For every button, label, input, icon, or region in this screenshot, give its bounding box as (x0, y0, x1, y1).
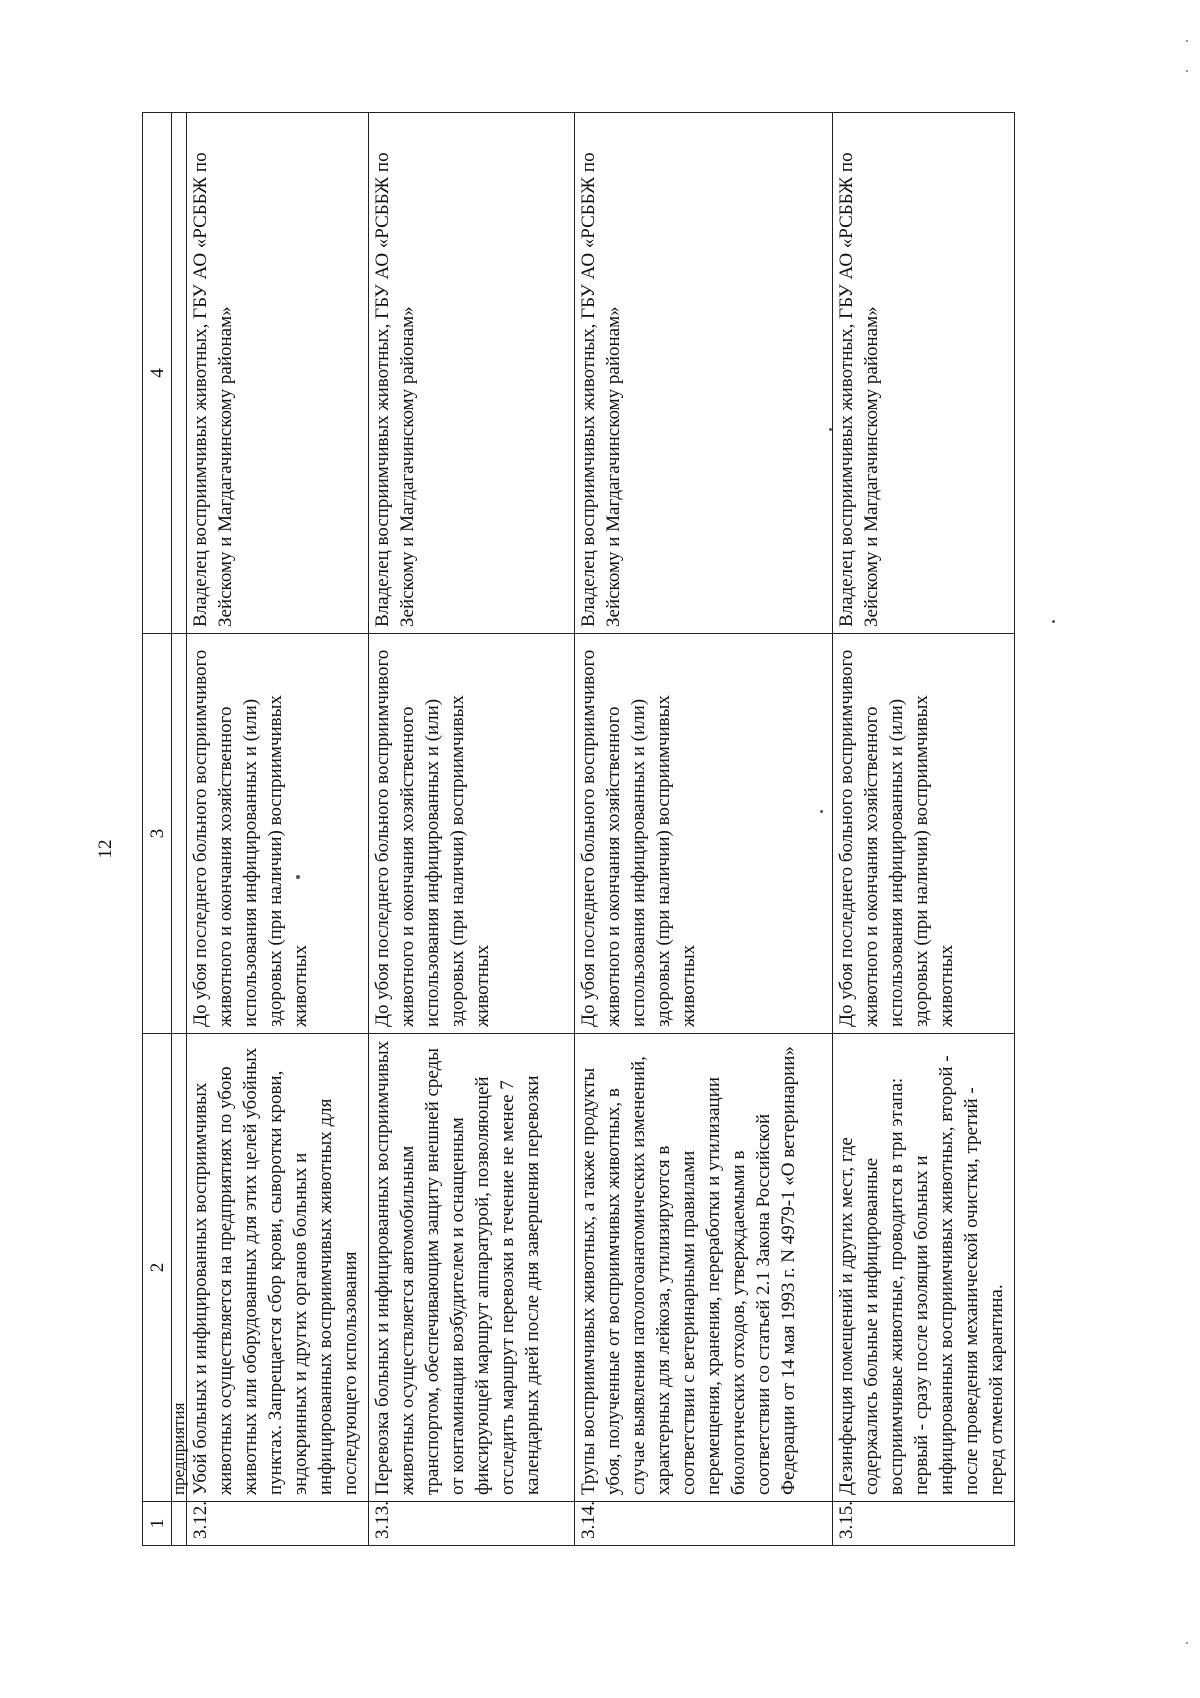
page-number: 12 (95, 839, 116, 859)
scan-speck (296, 875, 300, 879)
table-row (833, 113, 1015, 1546)
scan-speck (1186, 70, 1188, 72)
item-number: 3.12. (187, 1502, 369, 1546)
measures-table (142, 112, 1015, 1546)
column-number: 3 (143, 634, 172, 1034)
deadline-cell: До убоя последнего больного восприимчивого животного и окончания хозяйственного использования инфицированных и (или) здоровых (при наличии) восприимчивых животных (833, 634, 1015, 1034)
scan-speck (1052, 620, 1055, 623)
item-number: 3.14. (575, 1502, 833, 1546)
table-row (187, 113, 369, 1546)
column-number: 1 (143, 1502, 172, 1546)
column-number: 4 (143, 113, 172, 634)
table-row (369, 113, 575, 1546)
measure-cell: Дезинфекция помещений и других мест, где содержались больные и инфицированные восприимчивые животные, проводится в три этапа: первый - сразу после изоляции больных и инфицированных восприимчивых животных, второй - после проведения механической очистки, третий - перед отменой карантина. (833, 1034, 1015, 1502)
continuation-text: предприятия (172, 1034, 187, 1502)
measure-cell: Трупы восприимчивых животных, а также продукты убоя, полученные от восприимчивых животных, в случае выявления патологоанатомических изменений, характерных для лейкоза, утилизируются в соответствии с ветеринарными правилами перемещения, хранения, переработки и утилизации биологических отходов, утверждаемыми в соответствии со статьей 2.1 Закона Российской Федерации от 14 мая 1993 г. N 4979-1 «О ветеринарии» (575, 1034, 833, 1502)
deadline-cell: До убоя последнего больного восприимчивого животного и окончания хозяйственного использования инфицированных и (или) здоровых (при наличии) восприимчивых животных (575, 634, 833, 1034)
responsible-cell: Владелец восприимчивых животных, ГБУ АО «РСББЖ по Зейскому и Магдагачинскому районам» (575, 113, 833, 634)
responsible-cell: Владелец восприимчивых животных, ГБУ АО «РСББЖ по Зейскому и Магдагачинскому районам» (187, 113, 369, 634)
scan-speck (829, 428, 832, 431)
responsible-cell: Владелец восприимчивых животных, ГБУ АО «РСББЖ по Зейскому и Магдагачинскому районам» (369, 113, 575, 634)
item-number: 3.15. (833, 1502, 1015, 1546)
table-row (575, 113, 833, 1546)
rotated-table-container (142, 113, 1012, 1546)
measure-cell: Перевозка больных и инфицированных восприимчивых животных осуществляется автомобильным транспортом, обеспечивающим защиту внешней среды от контаминации возбудителем и оснащенным фиксирующей маршрут аппаратурой, позволяющей отследить маршрут перевозки в течение не менее 7 календарных дней после дня завершения перевозки (369, 1034, 575, 1502)
scan-speck (1186, 40, 1188, 42)
scan-speck (820, 810, 823, 813)
scan-speck (1186, 1642, 1188, 1644)
rotated-table-canvas (142, 113, 1012, 1546)
measure-cell: Убой больных и инфицированных восприимчивых животных осуществляется на предприятиях по убою животных или оборудованных для этих целей убойных пунктах. Запрещается сбор крови, сыворотки крови, эндокринных и других органов больных и инфицированных восприимчивых животных для последующего использования (187, 1034, 369, 1502)
item-number: 3.13. (369, 1502, 575, 1546)
deadline-cell: До убоя последнего больного восприимчивого животного и окончания хозяйственного использования инфицированных и (или) здоровых (при наличии) восприимчивых животных (369, 634, 575, 1034)
column-number: 2 (143, 1034, 172, 1502)
deadline-cell: До убоя последнего больного восприимчивого животного и окончания хозяйственного использования инфицированных и (или) здоровых (при наличии) восприимчивых животных (187, 634, 369, 1034)
responsible-cell: Владелец восприимчивых животных, ГБУ АО «РСББЖ по Зейскому и Магдагачинскому районам» (833, 113, 1015, 634)
column-number-row (143, 113, 172, 1546)
continuation-row (172, 113, 187, 1546)
